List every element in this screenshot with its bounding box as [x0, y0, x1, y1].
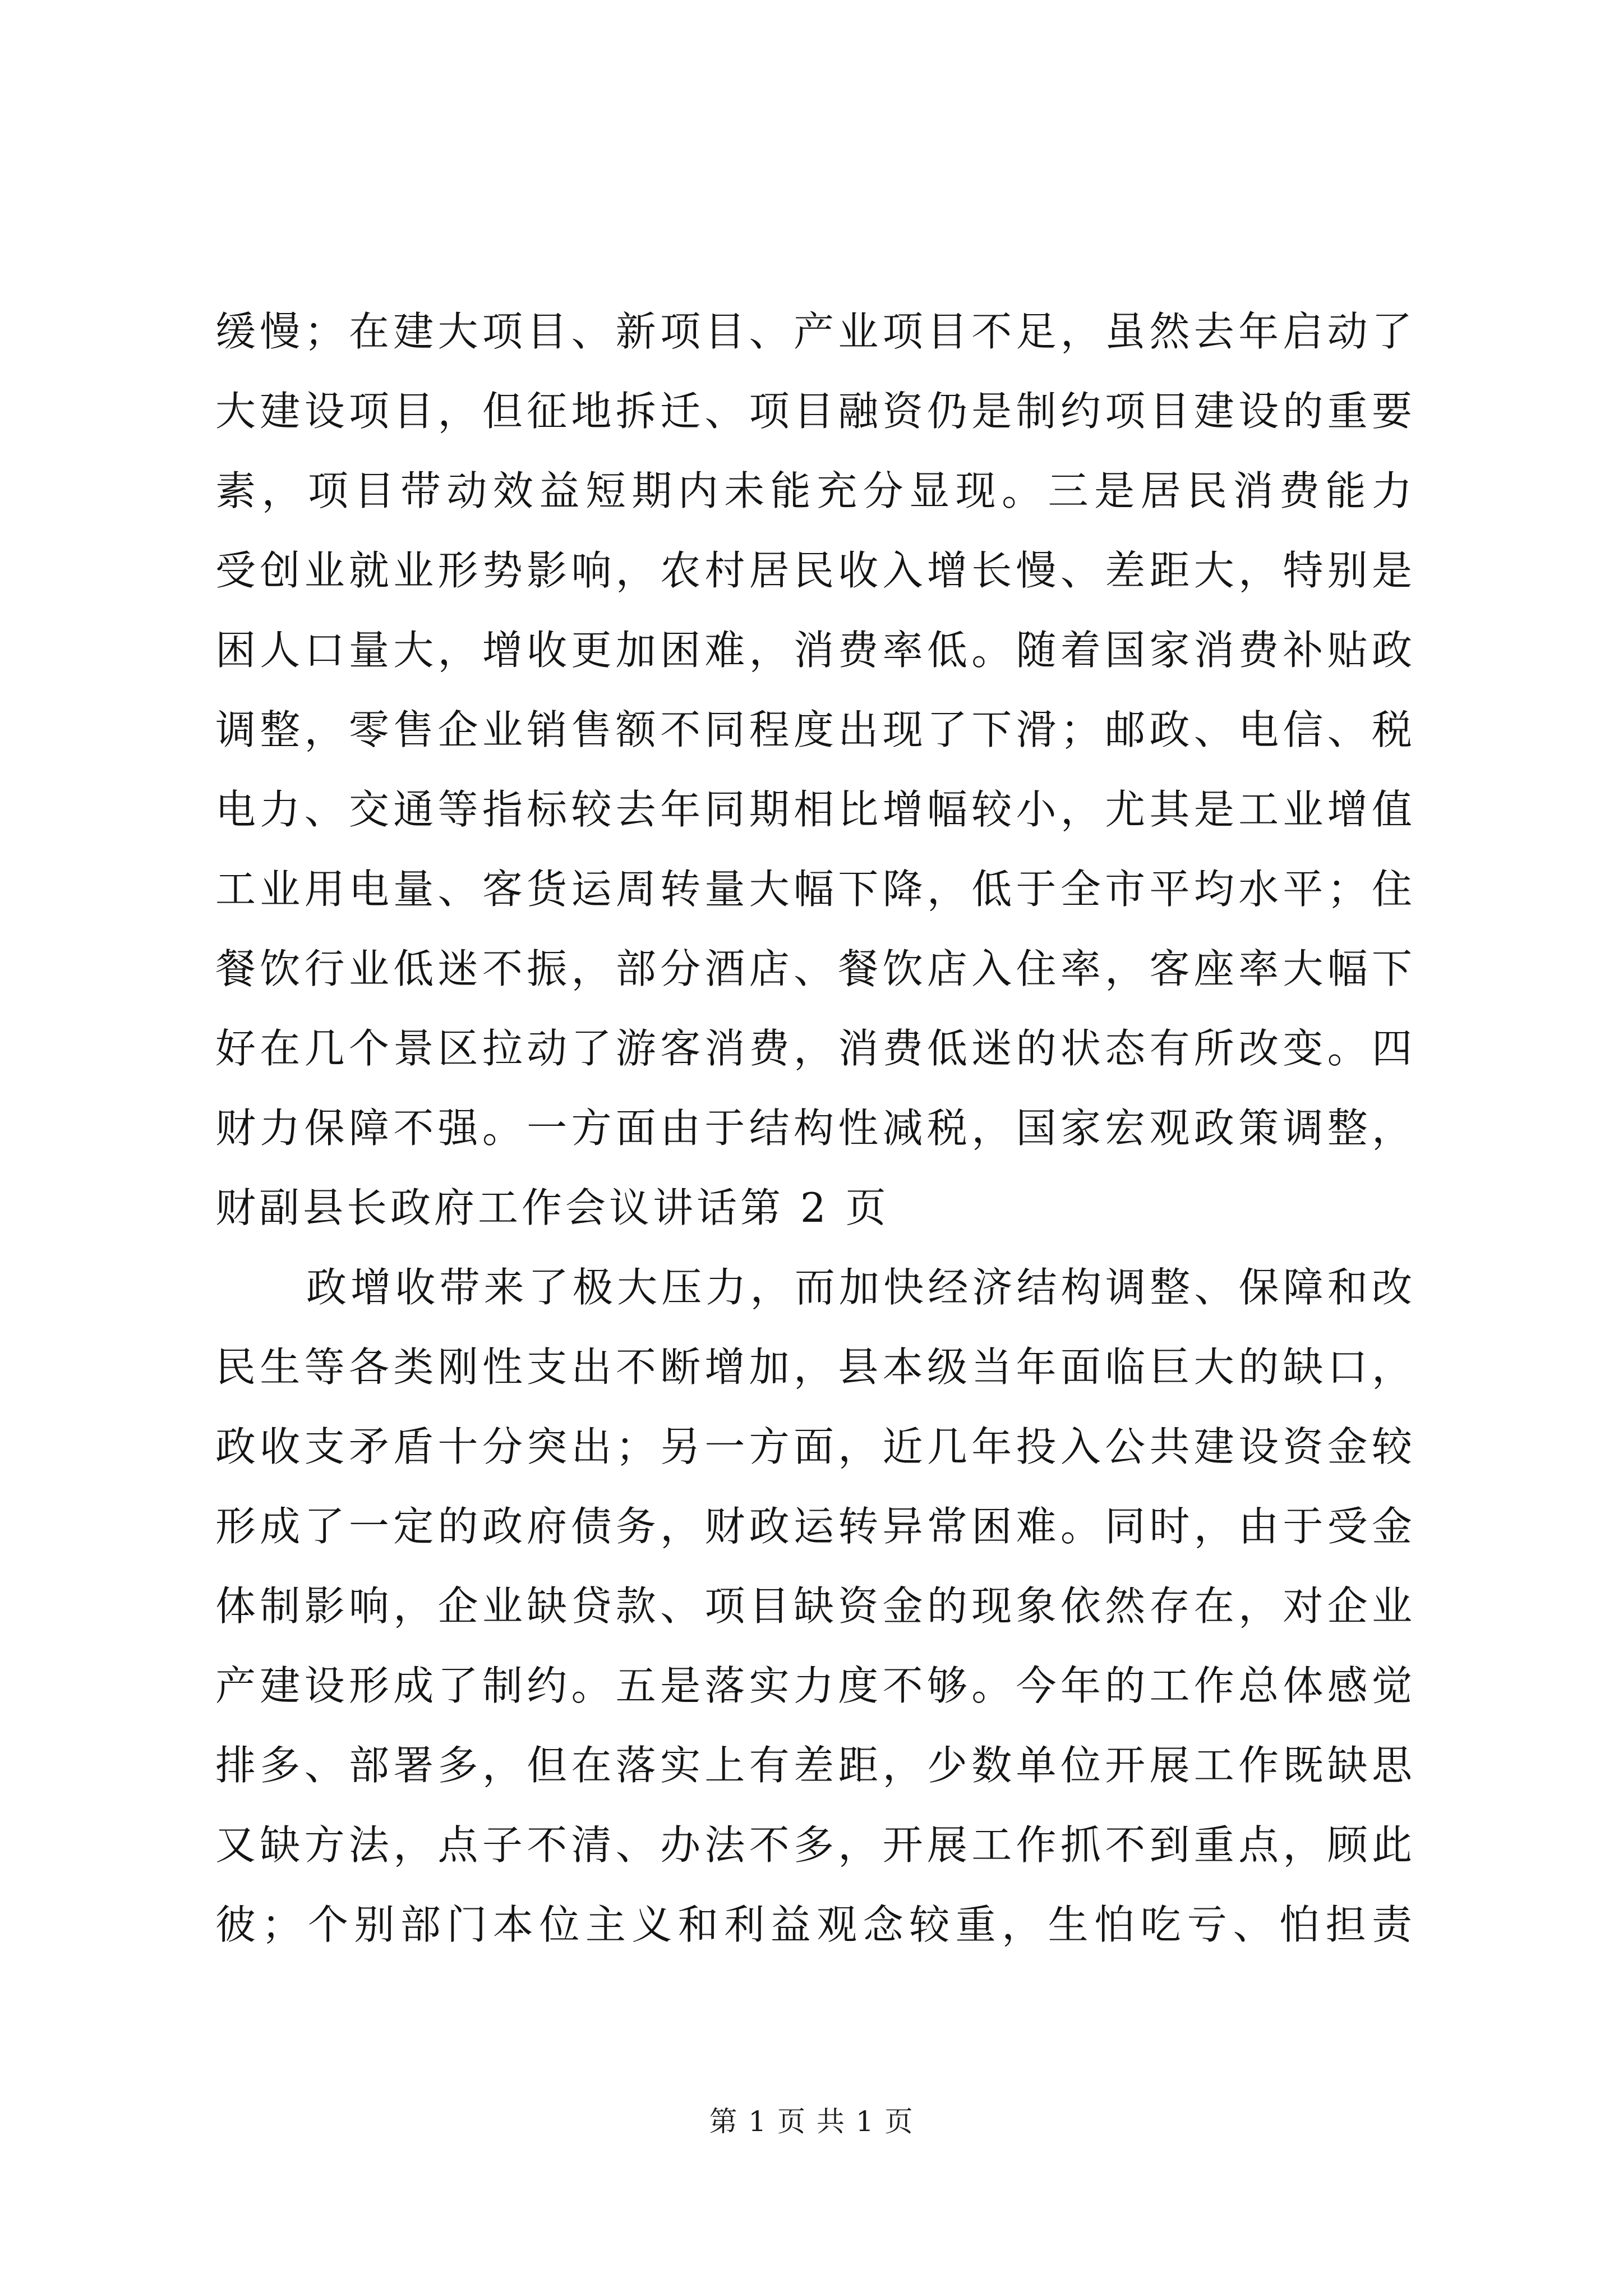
page-footer: 第 1 页 共 1 页 [709, 2105, 914, 2138]
text-line-5: 困人口量大，增收更加困难，消费率低。随着国家消费补贴政 [215, 627, 1415, 674]
text-line-3: 素，项目带动效益短期内未能充分显现。三是居民消费能力 [215, 467, 1415, 514]
text-line-18: 产建设形成了制约。五是落实力度不够。今年的工作总体感觉 [215, 1662, 1415, 1709]
text-line-2: 大建设项目，但征地拆迁、项目融资仍是制约项目建设的重要 [215, 388, 1415, 435]
text-line-9: 餐饮行业低迷不振，部分酒店、餐饮店入住率，客座率大幅下 [215, 945, 1415, 992]
text-line-4: 受创业就业形势影响，农村居民收入增长慢、差距大，特别是 [215, 547, 1415, 594]
text-line-10: 好在几个景区拉动了游客消费，消费低迷的状态有所改变。四 [215, 1025, 1415, 1072]
text-line-21: 彼；个别部门本位主义和利益观念较重，生怕吃亏、怕担责 [215, 1901, 1415, 1948]
text-line-12: 财副县长政府工作会议讲话第 2 页 [215, 1184, 889, 1231]
text-line-1: 缓慢；在建大项目、新项目、产业项目不足，虽然去年启动了 [215, 308, 1415, 355]
text-line-6: 调整，零售企业销售额不同程度出现了下滑；邮政、电信、税 [215, 706, 1415, 753]
text-line-14: 民生等各类刚性支出不断增加，县本级当年面临巨大的缺口， [215, 1343, 1415, 1391]
text-line-11: 财力保障不强。一方面由于结构性减税，国家宏观政策调整， [215, 1105, 1415, 1152]
text-line-8: 工业用电量、客货运周转量大幅下降，低于全市平均水平；住 [215, 866, 1415, 913]
text-line-15: 政收支矛盾十分突出；另一方面，近几年投入公共建设资金较 [215, 1423, 1415, 1470]
document-body [215, 292, 1415, 1964]
text-line-7: 电力、交通等指标较去年同期相比增幅较小，尤其是工业增值 [215, 786, 1415, 833]
text-line-17: 体制影响，企业缺贷款、项目缺资金的现象依然存在，对企业 [215, 1582, 1415, 1630]
text-line-20: 又缺方法，点子不清、办法不多，开展工作抓不到重点，顾此 [215, 1821, 1415, 1869]
text-line-16: 形成了一定的政府债务，财政运转异常困难。同时，由于受金 [215, 1503, 1415, 1550]
text-line-19: 排多、部署多，但在落实上有差距，少数单位开展工作既缺思 [215, 1742, 1415, 1789]
text-line-13: 政增收带来了极大压力，而加快经济结构调整、保障和改 [306, 1264, 1415, 1311]
